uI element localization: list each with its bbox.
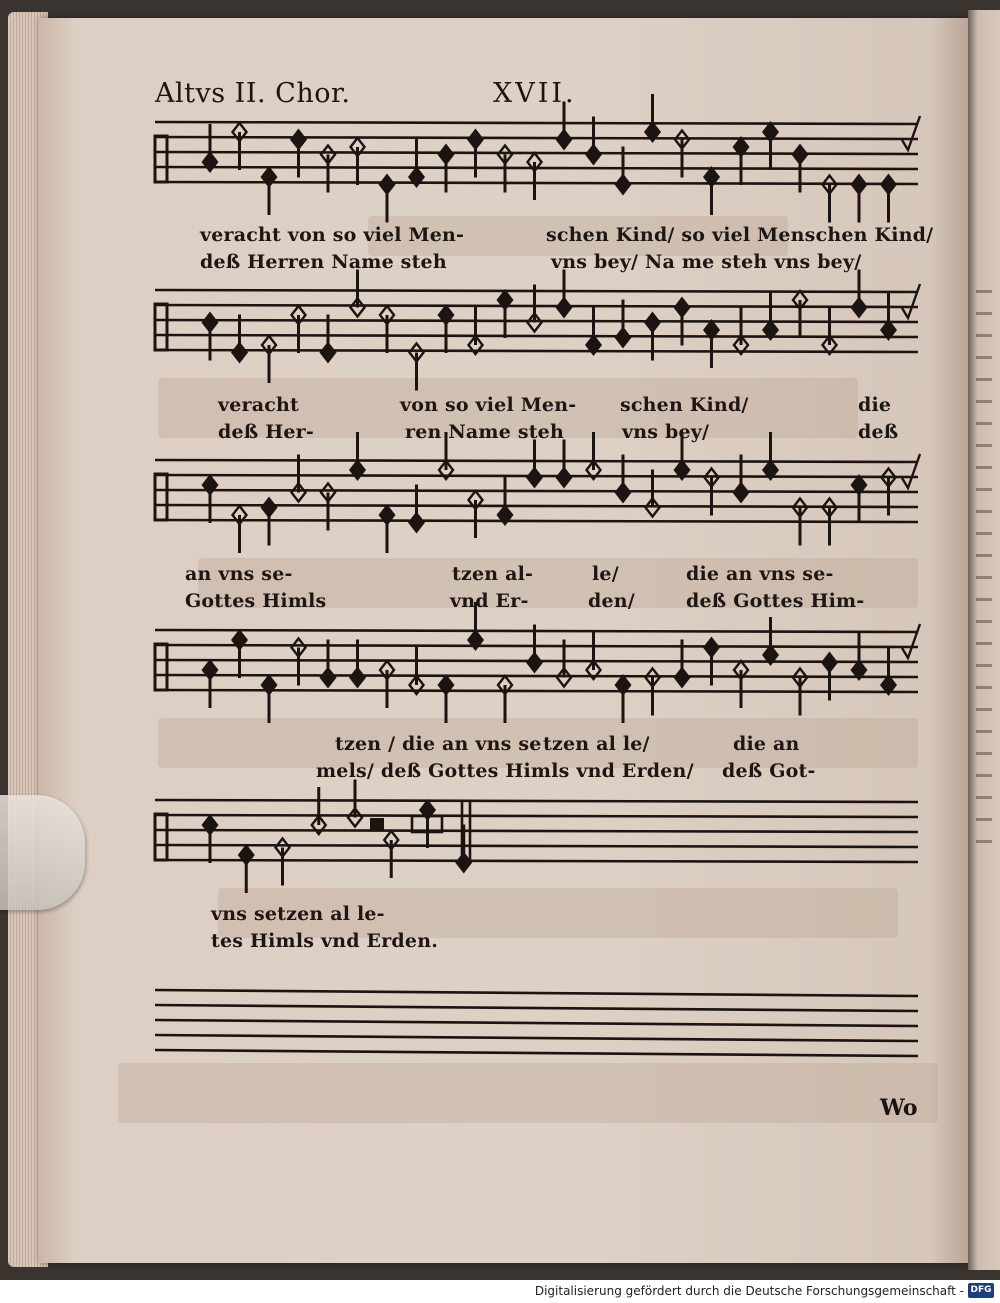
part-label: Altvs II. Chor. <box>155 78 351 109</box>
lyric-s1-b1: schen Kind/ so viel Menschen Kind/ <box>546 224 934 246</box>
book-page <box>38 18 968 1263</box>
lyric-s2-c1: schen Kind/ <box>620 394 749 416</box>
lyric-s4-c1: die an <box>733 733 800 755</box>
lyric-s1-a2: deß Herren Name steh <box>200 251 447 273</box>
dfg-logo-icon: DFG <box>968 1283 994 1298</box>
next-page-edge <box>968 10 1000 1270</box>
lyric-s3-b1: tzen al- <box>452 563 534 585</box>
lyric-s5-a2: tes Himls vnd Erden. <box>211 930 439 952</box>
lyric-s1-a1: veracht von so viel Men- <box>200 224 465 246</box>
lyric-s3-a2: Gottes Himls <box>185 590 327 612</box>
lyric-s3-a1: an vns se- <box>185 563 293 585</box>
lyric-s5-a1: vns setzen al le- <box>211 903 385 925</box>
page-clip <box>0 795 85 910</box>
footer-credit: Digitalisierung gefördert durch die Deutsche Forschungsgemeinschaft - <box>534 1284 964 1298</box>
lyric-s3-b2: vnd Er- <box>450 590 529 612</box>
lyric-s2-a1: veracht <box>218 394 300 416</box>
lyric-s3-c2: den/ <box>588 590 635 612</box>
lyric-s2-d1: die <box>858 394 892 416</box>
lyric-s3-d2: deß Gottes Him- <box>686 590 865 612</box>
section-number: XVII. <box>493 78 577 109</box>
lyric-s2-b2: ren Name steh <box>405 421 564 443</box>
lyric-s2-a2: deß Her- <box>218 421 314 443</box>
lyric-s3-c1: le/ <box>592 563 619 585</box>
lyric-s4-c2: deß Got- <box>722 760 816 782</box>
lyric-s2-d2: deß <box>858 421 899 443</box>
lyric-s2-c2: vns bey/ <box>622 421 710 443</box>
lyric-s4-b1: tzen al le/ <box>543 733 650 755</box>
lyric-s1-b2: vns bey/ Na me steh vns bey/ <box>551 251 862 273</box>
lyric-s2-b1: von so viel Men- <box>400 394 577 416</box>
lyric-s4-a2: mels/ deß Gottes Himls vnd Erden/ <box>316 760 694 782</box>
catchword: Wo <box>880 1095 918 1121</box>
lyric-s4-a1: tzen / die an vns se <box>335 733 542 755</box>
lyric-s3-d1: die an vns se- <box>686 563 834 585</box>
